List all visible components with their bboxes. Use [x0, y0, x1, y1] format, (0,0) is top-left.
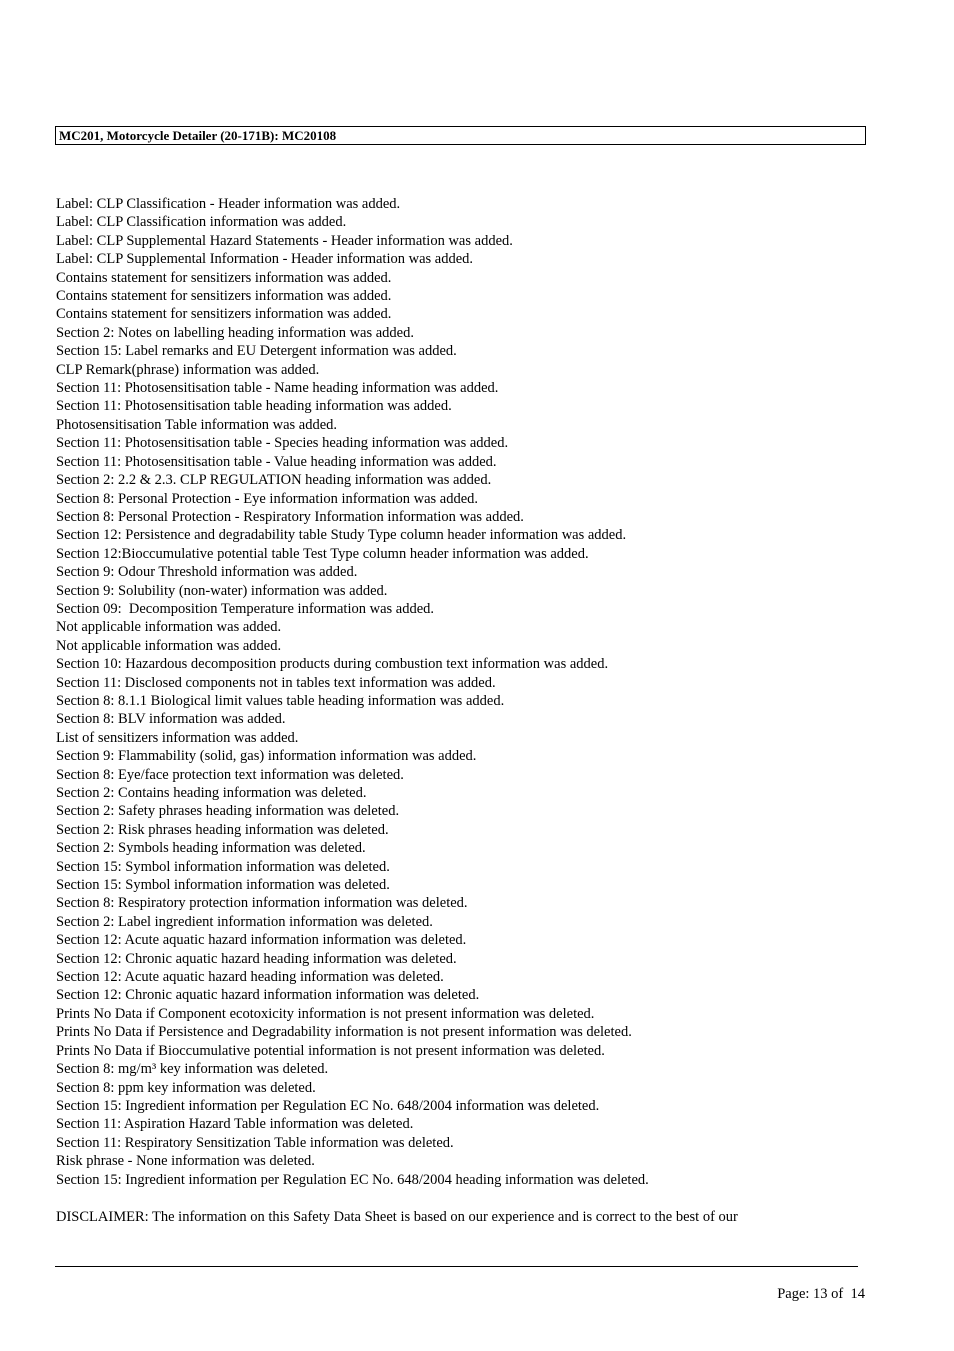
change-item: Section 2: Symbols heading information was deleted.	[56, 840, 366, 857]
change-item: Section 11: Aspiration Hazard Table information was deleted.	[56, 1116, 414, 1133]
change-item: Photosensitisation Table information was added.	[56, 416, 338, 433]
change-item: Prints No Data if Bioccumulative potential information is not present information was deleted.	[56, 1042, 605, 1059]
change-item: Section 8: Personal Protection - Eye information information was added.	[56, 490, 479, 507]
change-item: List of sensitizers information was added.	[56, 729, 299, 746]
change-item: Section 8: BLV information was added.	[56, 711, 286, 728]
change-item: Section 12: Persistence and degradability table Study Type column header information was added.	[56, 527, 627, 544]
change-item: Section 12: Acute aquatic hazard information information was deleted.	[56, 932, 467, 949]
change-item: Section 2: Contains heading information was deleted.	[56, 785, 367, 801]
change-item: Section 2: Label ingredient information information was deleted.	[56, 913, 433, 930]
change-item: Section 15: Label remarks and EU Detergent information was added.	[56, 343, 457, 360]
change-item: Section 15: Symbol information information was deleted.	[56, 877, 390, 894]
change-item: Section 15: Ingredient information per Regulation EC No. 648/2004 heading information was deleted.	[56, 1171, 649, 1188]
change-item: Label: CLP Supplemental Hazard Statements - Header information was added.	[56, 232, 513, 249]
change-item: Section 11: Respiratory Sensitization Table information was deleted.	[56, 1134, 454, 1151]
change-item: Section 9: Odour Threshold information was added.	[56, 564, 358, 581]
change-item: Section 8: Eye/face protection text information was deleted.	[56, 766, 404, 783]
change-item: Prints No Data if Component ecotoxicity information is not present information was deleted.	[56, 1005, 595, 1022]
change-item: Section 12: Chronic aquatic hazard information information was deleted.	[56, 987, 480, 1004]
change-item: Section 15: Ingredient information per Regulation EC No. 648/2004 information was deleted.	[56, 1097, 600, 1114]
change-item: Section 8: 8.1.1 Biological limit values table heading information was added.	[56, 692, 505, 709]
change-item: CLP Remark(phrase) information was added.	[56, 361, 320, 378]
page-number: Page: 13 of 14	[777, 1286, 865, 1302]
change-item: Section 9: Flammability (solid, gas) information information was added.	[56, 748, 477, 765]
change-item: Section 10: Hazardous decomposition products during combustion text information was added.	[56, 656, 609, 673]
change-item: Risk phrase - None information was deleted.	[56, 1153, 315, 1170]
change-item: Section 11: Photosensitisation table heading information was added.	[56, 398, 452, 415]
change-item: Label: CLP Classification - Header information was added.	[56, 196, 401, 212]
disclaimer-text: DISCLAIMER: The information on this Safety Data Sheet is based on our experience and is correct to the best of our	[56, 1209, 738, 1225]
change-item: Section 9: Solubility (non-water) information was added.	[56, 582, 388, 599]
change-item: Label: CLP Classification information was added.	[56, 214, 347, 231]
change-item: Section 2: Risk phrases heading information was deleted.	[56, 821, 389, 838]
change-item: Section 12: Chronic aquatic hazard heading information was deleted.	[56, 950, 457, 967]
change-item: Section 8: mg/m³ key information was deleted.	[56, 1061, 329, 1078]
change-item: Label: CLP Supplemental Information - Header information was added.	[56, 251, 474, 268]
change-item: Section 2: 2.2 & 2.3. CLP REGULATION heading information was added.	[56, 472, 492, 489]
footer-divider	[55, 1266, 858, 1267]
change-item: Section 12:Bioccumulative potential table Test Type column header information was added.	[56, 545, 589, 562]
change-item: Prints No Data if Persistence and Degradability information is not present information was deleted.	[56, 1024, 632, 1041]
change-item: Section 2: Safety phrases heading information was deleted.	[56, 803, 400, 820]
change-item: Contains statement for sensitizers information was added.	[56, 288, 392, 305]
change-item: Section 11: Photosensitisation table - Name heading information was added.	[56, 380, 499, 397]
document-title: MC201, Motorcycle Detailer (20-171B): MC20108	[59, 128, 337, 143]
change-item: Section 09: Decomposition Temperature information was added.	[56, 600, 435, 617]
change-item: Section 11: Photosensitisation table - Value heading information was added.	[56, 453, 497, 470]
change-item: Section 8: ppm key information was deleted.	[56, 1079, 316, 1096]
change-item: Section 15: Symbol information information was deleted.	[56, 858, 390, 875]
change-item: Section 11: Photosensitisation table - Species heading information was added.	[56, 435, 509, 452]
change-item: Section 2: Notes on labelling heading information was added.	[56, 324, 414, 341]
change-item: Section 11: Disclosed components not in tables text information was added.	[56, 674, 496, 691]
revision-changes-list	[56, 195, 649, 1189]
change-item: Section 8: Respiratory protection information information was deleted.	[56, 895, 468, 912]
change-item: Not applicable information was added.	[56, 637, 282, 654]
change-item: Not applicable information was added.	[56, 619, 282, 636]
document-header-box	[55, 126, 866, 145]
change-item: Section 8: Personal Protection - Respiratory Information information was added.	[56, 508, 524, 525]
change-item: Section 12: Acute aquatic hazard heading information was deleted.	[56, 969, 444, 986]
change-item: Contains statement for sensitizers information was added.	[56, 306, 392, 323]
change-item: Contains statement for sensitizers information was added.	[56, 269, 392, 286]
